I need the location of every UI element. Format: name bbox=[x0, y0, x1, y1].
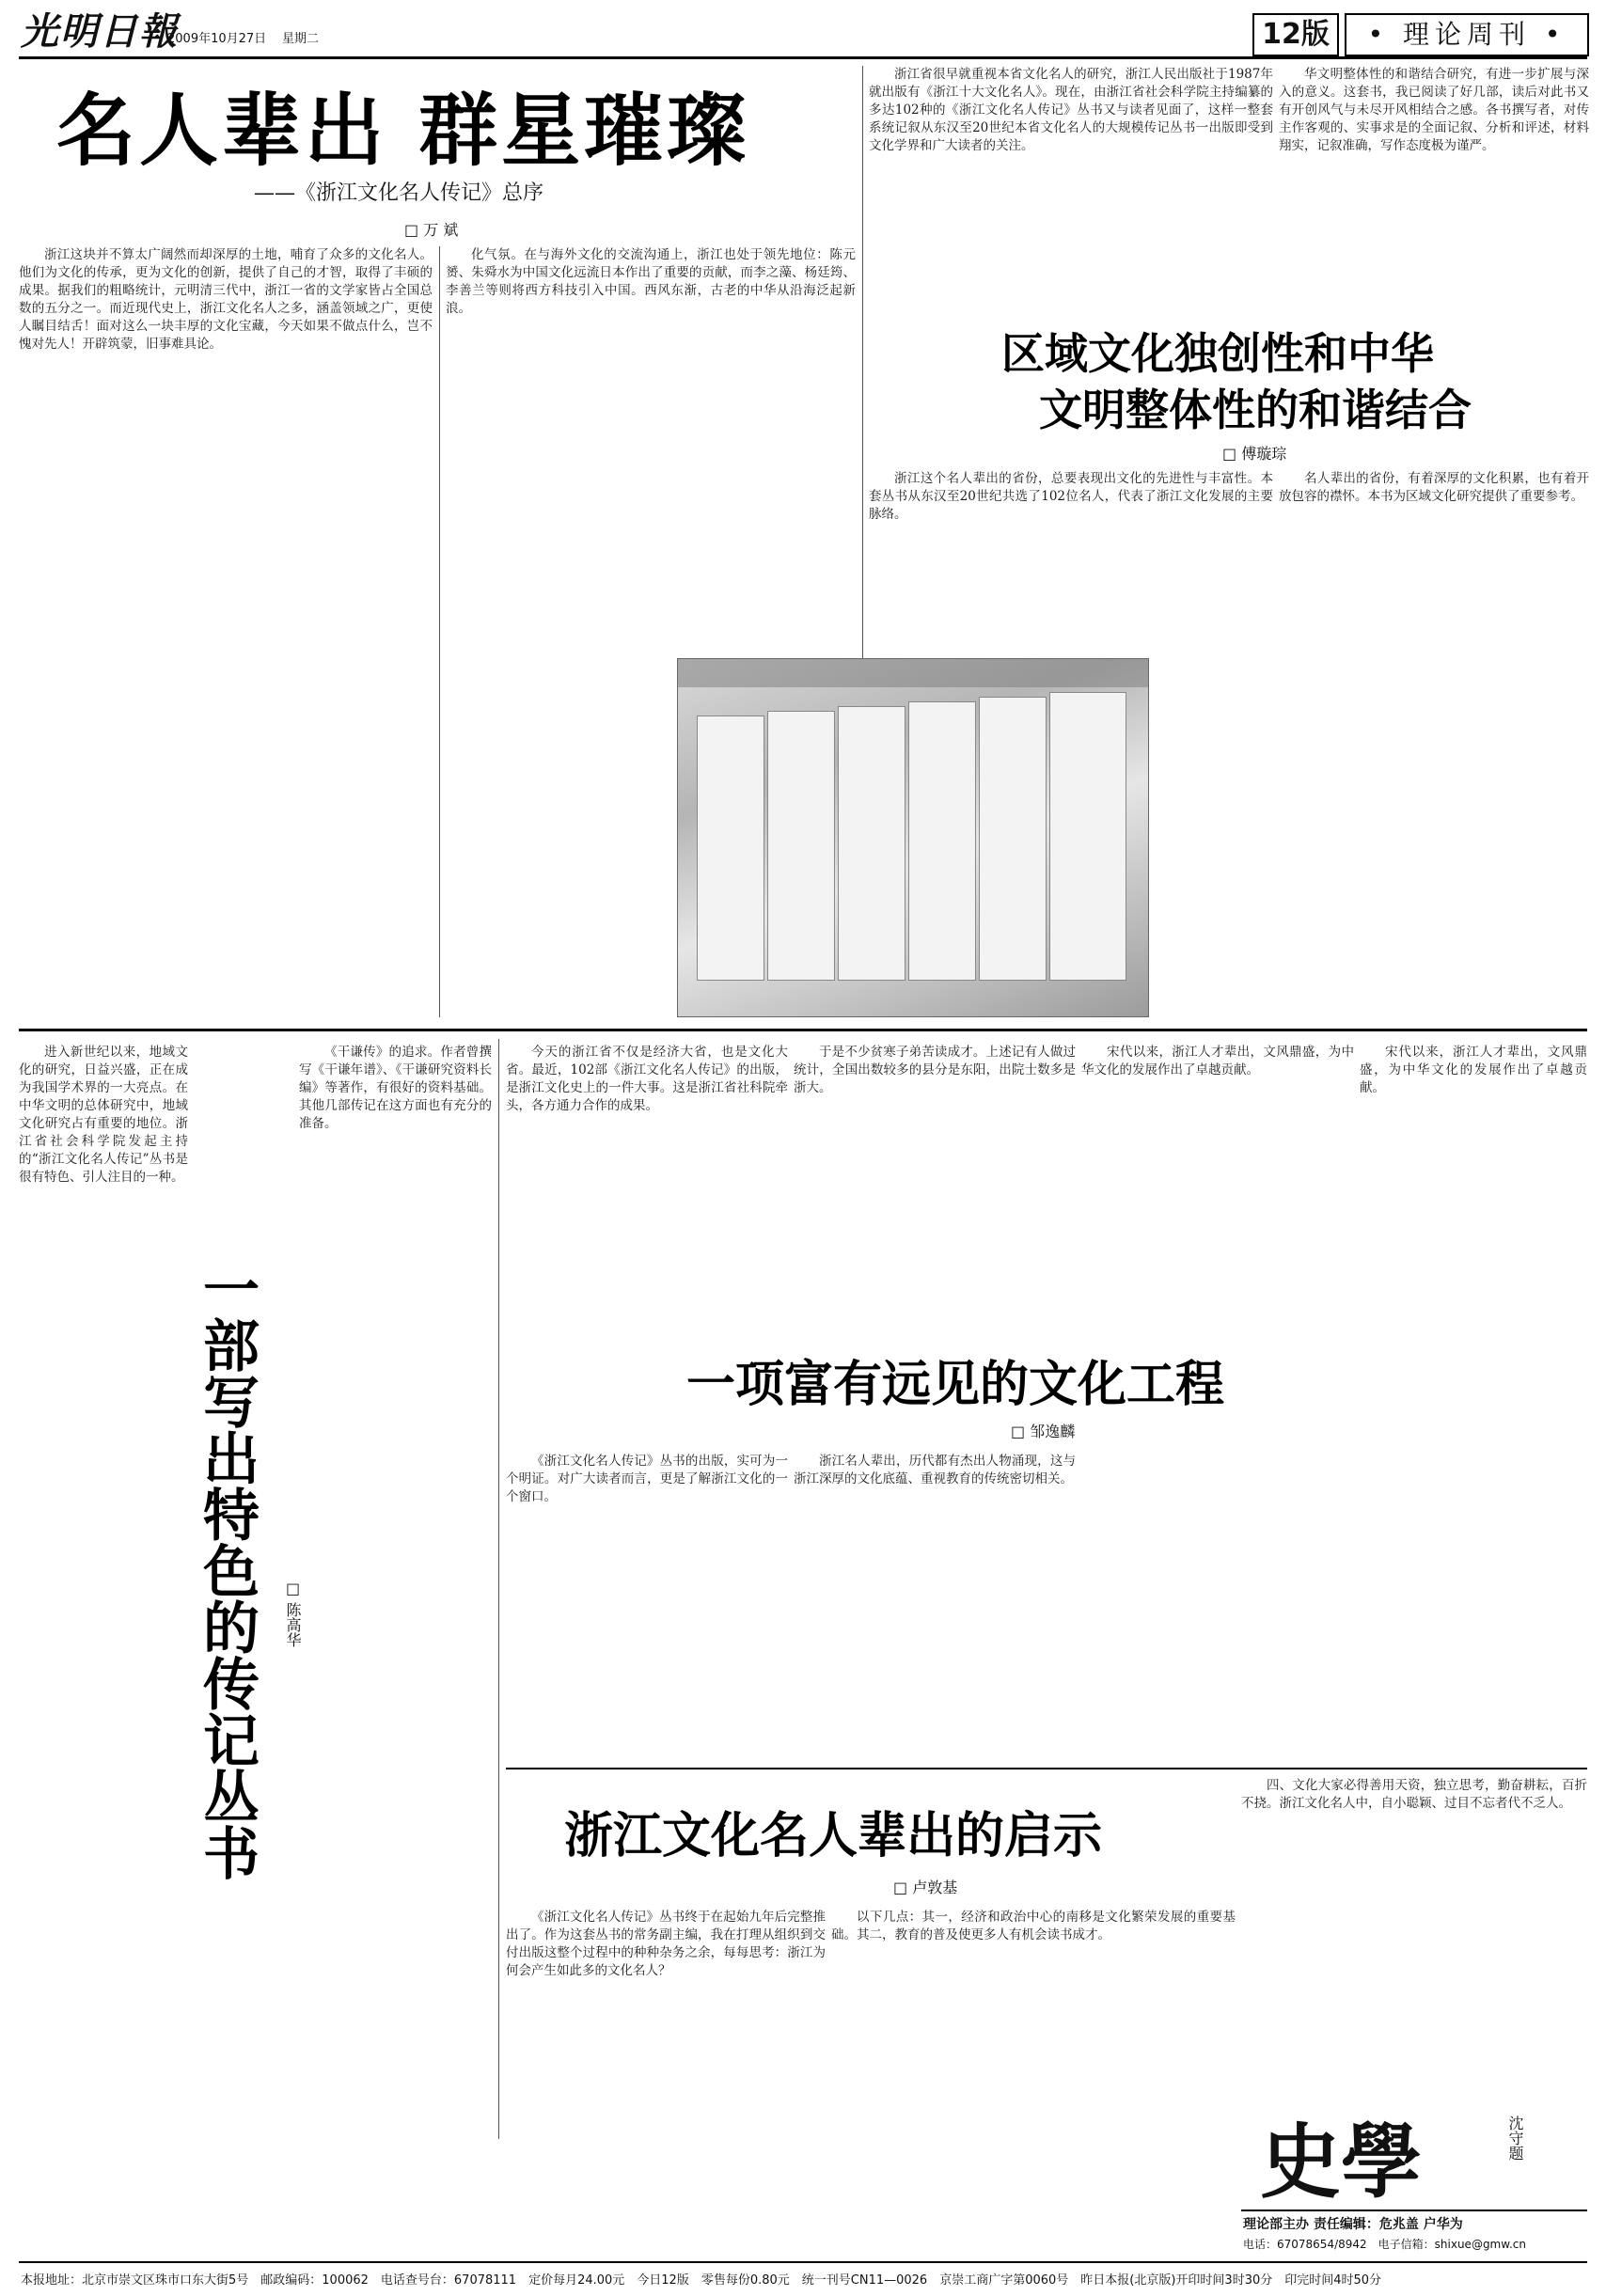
bullet-icon: • bbox=[1367, 19, 1390, 50]
shixue-rule bbox=[1241, 2210, 1587, 2211]
article3-col3: 今天的浙江省不仅是经济大省，也是文化大省。最近，102部《浙江文化名人传记》的出版，是浙江文化史上的一件大事。这是浙江省社科院牵头，各方通力合作的成果。 bbox=[506, 1045, 788, 1113]
byline-box-icon: □ bbox=[1011, 1423, 1026, 1440]
section-divider bbox=[19, 1029, 1587, 1031]
column-rule bbox=[498, 1039, 499, 2139]
byline-box-icon: □ bbox=[284, 1580, 302, 1597]
column-rule bbox=[439, 246, 440, 1017]
article1-byline: □ 万 斌 bbox=[404, 221, 459, 239]
article3-col2: 《干谦传》的追求。作者曾撰写《干谦年谱》、《干谦研究资料长编》等著作，有很好的资料基础。其他几部传记在这方面也有充分的准备。 bbox=[299, 1045, 492, 1131]
article4-col2: 浙江名人辈出，历代都有杰出人物涌现，这与浙江深厚的文化底蕴、重视教育的传统密切相关。 bbox=[794, 1454, 1076, 1486]
footer-info: 本报地址：北京市崇文区珠市口东大街5号 邮政编码：100062 电话查号台：67078111 定价每月24.00元 今日12版 零售每份0.80元 统一刊号CN11—0026 京崇工商广字第0060号 昨日本报(北京版)开印时间3时30分 印完时间4时50分 bbox=[21, 2273, 1382, 2288]
article1-col4: 华文明整体性的和谐结合研究，有进一步扩展与深入的意义。这套书，我已阅读了好几部，读后对此书又有开创风气与未尽开风相结合之感。各书撰写者，对传主作客观的、实事求是的全面记叙、分析和评述，材料翔实，记叙准确，写作态度极为谨严。 bbox=[1279, 67, 1589, 153]
article4-col3: 宋代以来，浙江人才辈出，文风鼎盛，为中华文化的发展作出了卓越贡献。 bbox=[1081, 1045, 1354, 1077]
page-number: 12版 bbox=[1262, 18, 1330, 51]
article3-title: 一部写出特色的传记丛书 bbox=[194, 1260, 260, 1880]
article1-title: 名人辈出 群星璀璨 bbox=[56, 84, 750, 177]
newspaper-logo: 光明日報 bbox=[21, 9, 179, 54]
byline-box-icon: □ bbox=[404, 221, 419, 239]
section-title-box bbox=[1345, 13, 1589, 56]
shixue-logo: 史學 bbox=[1260, 2115, 1422, 2210]
article4-col1: 《浙江文化名人传记》丛书的出版，实可为一个明证。对广大读者而言，更是了解浙江文化的一个窗口。 bbox=[506, 1454, 788, 1504]
article4-byline: □ 邹逸麟 bbox=[1011, 1423, 1076, 1440]
article1-col3: 浙江省很早就重视本省文化名人的研究，浙江人民出版社于1987年就出版有《浙江十大文化名人》。现在，由浙江省社会科学院主持编纂的多达102种的《浙江文化名人传记》丛书又与读者见面了，这样一整套系统记叙从东汉至20世纪本省文化名人的大规模传记丛书一出版即受到文化学界和广大读者的关注。 bbox=[869, 67, 1273, 153]
issue-weekday: 星期二 bbox=[282, 32, 320, 46]
article2-col-left: 浙江这个名人辈出的省份，总要表现出文化的先进性与丰富性。本套丛书从东汉至20世纪共选了102位名人，代表了浙江文化发展的主要脉络。 bbox=[869, 471, 1273, 522]
article4-title: 一项富有远见的文化工程 bbox=[686, 1357, 1225, 1413]
article3-byline: □ 陈高华 bbox=[284, 1580, 302, 1648]
article5-col2: 以下几点：其一，经济和政治中心的南移是文化繁荣发展的重要基础。其二，教育的普及使更多人有机会读书成才。 bbox=[831, 1910, 1236, 1942]
article5-title: 浙江文化名人辈出的启示 bbox=[564, 1808, 1103, 1864]
shixue-editors: 理论部主办 责任编辑：危兆盖 户华为 bbox=[1243, 2217, 1463, 2232]
article5-col1: 《浙江文化名人传记》丛书终于在起始九年后完整推出了。作为这套丛书的常务副主编，我在打理从组织到交付出版这整个过程中的种种杂务之余，每每思考：浙江为何会产生如此多的文化名人？ bbox=[506, 1910, 826, 1978]
issue-date: 2009年10月27日 bbox=[167, 32, 267, 46]
article5-byline: □ 卢敦基 bbox=[893, 1879, 958, 1896]
article2-col-right: 名人辈出的省份，有着深厚的文化积累，也有着开放包容的襟怀。本书为区域文化研究提供了重要参考。 bbox=[1279, 471, 1589, 504]
bullet-icon: • bbox=[1544, 19, 1567, 50]
section-divider bbox=[506, 1768, 1587, 1769]
section-title: 理论周刊 bbox=[1402, 19, 1531, 50]
article1-col2: 化气氛。在与海外文化的交流沟通上，浙江也处于领先地位：陈元赟、朱舜水为中国文化远流日本作出了重要的贡献，而李之藻、杨廷筠、李善兰等则将西方科技引入中国。西风东渐，古老的中华从沿海泛起新浪。 bbox=[446, 247, 856, 316]
article5-col3: 四、文化大家必得善用天资，独立思考，勤奋耕耘，百折不挠。浙江文化名人中，自小聪颖、过目不忘者代不乏人。 bbox=[1241, 1778, 1587, 1811]
byline-box-icon: □ bbox=[1222, 445, 1237, 463]
article3-col4: 于是不少贫寒子弟苦读成才。上述记有人做过统计，全国出数较多的县分是东阳，出院士数多是浙大。 bbox=[794, 1045, 1076, 1095]
article2-title-line2: 文明整体性的和谐结合 bbox=[1039, 385, 1472, 435]
page-number-box bbox=[1252, 13, 1339, 56]
article1-col1: 浙江这块并不算太广阔然而却深厚的土地，哺育了众多的文化名人。他们为文化的传承，更为文化的创新，提供了自己的才智，取得了丰硕的成果。据我们的粗略统计，元明清三代中，浙江一省的文学家皆占全国总数的五分之一。而近现代史上，浙江文化名人之多，涵盖领域之广，更使人瞩目结舌！面对这么一块丰厚的文化宝藏，今天如果不做点什么，岂不愧对先人！开辟筑蒙，旧事难具论。 bbox=[19, 247, 433, 352]
article2-byline: □ 傅璇琮 bbox=[1222, 445, 1287, 463]
article4-col4: 宋代以来，浙江人才辈出，文风鼎盛，为中华文化的发展作出了卓越贡献。 bbox=[1360, 1045, 1587, 1095]
shixue-contact: 电话：67078654/8942 电子信箱：shixue@gmw.cn bbox=[1243, 2238, 1526, 2251]
footer-rule bbox=[19, 2261, 1587, 2263]
article1-subtitle: ——《浙江文化名人传记》总序 bbox=[254, 181, 544, 205]
article2-title-line1: 区域文化独创性和中华 bbox=[1001, 328, 1434, 379]
masthead-rule bbox=[19, 56, 1587, 59]
article3-col1: 进入新世纪以来，地域文化的研究，日益兴盛，正在成为我国学术界的一大亮点。在中华文明的总体研究中，地域文化研究占有重要的地位。浙江省社会科学院发起主持的“浙江文化名人传记”丛书是很有特色、引人注目的一种。 bbox=[19, 1045, 188, 1185]
shixue-signature: 沈守题 bbox=[1506, 2115, 1524, 2161]
byline-box-icon: □ bbox=[893, 1879, 908, 1896]
